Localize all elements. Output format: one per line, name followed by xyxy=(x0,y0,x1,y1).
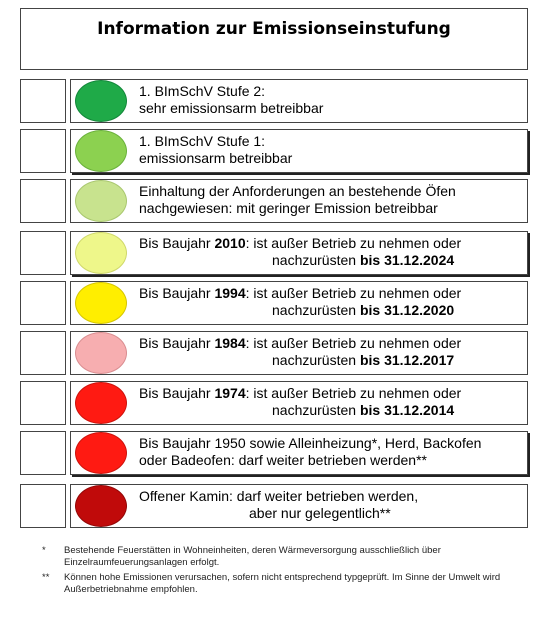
row-text-segment: 1. BImSchV Stufe 1: xyxy=(139,133,266,149)
row-text-line xyxy=(139,252,519,269)
footnote-text: Bestehende Feuerstätten in Wohneinheiten, deren Wärmeversorgung ausschließlich über Einzelraumfeuerungsanlagen erfolgt. xyxy=(64,545,441,568)
status-circle-icon xyxy=(75,432,127,474)
row-text xyxy=(139,285,519,319)
row-text-segment: Bis Baujahr xyxy=(139,285,215,301)
footnote-1 xyxy=(42,545,522,568)
row-text-line xyxy=(139,452,519,469)
row-text-segment: Bis Baujahr 1950 sowie Alleinheizung*, Herd, Backofen xyxy=(139,435,482,451)
status-circle-icon xyxy=(75,180,127,222)
status-circle-icon xyxy=(75,80,127,122)
row-text-segment: nachzurüsten xyxy=(272,302,360,318)
status-circle-icon xyxy=(75,382,127,424)
row-text-line xyxy=(139,133,519,150)
row-text-segment: : ist außer Betrieb zu nehmen oder xyxy=(245,335,462,351)
row-text-line xyxy=(139,505,519,522)
row-text-segment: nachgewiesen: mit geringer Emission betreibbar xyxy=(139,200,438,216)
footnote-mark: * xyxy=(42,545,46,556)
footnote-2 xyxy=(42,572,522,595)
row-text-segment: Bis Baujahr xyxy=(139,235,215,251)
row-text-emphasis: bis 31.12.2014 xyxy=(359,402,455,418)
row-text-emphasis: bis 31.12.2024 xyxy=(359,252,455,268)
row-text-segment: nachzurüsten xyxy=(272,352,360,368)
row-text-emphasis: 1994 xyxy=(214,285,246,301)
row-text-segment: aber nur gelegentlich** xyxy=(249,505,391,521)
row-text-line xyxy=(139,200,519,217)
row-marker-box xyxy=(20,179,66,223)
row-marker-box xyxy=(20,381,66,425)
row-text-segment: Offener Kamin: darf weiter betrieben werden, xyxy=(139,488,419,504)
status-circle-icon xyxy=(75,332,127,374)
footnote-mark: ** xyxy=(42,572,50,583)
row-text-segment: Einhaltung der Anforderungen an bestehende Öfen xyxy=(139,183,456,199)
row-text-line xyxy=(139,150,519,167)
row-text-line xyxy=(139,183,519,200)
row-text-emphasis: 1974 xyxy=(214,385,246,401)
row-text-line xyxy=(139,100,519,117)
row-text xyxy=(139,235,519,269)
status-circle-icon xyxy=(75,485,127,527)
row-text-line xyxy=(139,435,519,452)
row-marker-box xyxy=(20,431,66,475)
row-text-segment: : ist außer Betrieb zu nehmen oder xyxy=(245,385,462,401)
row-text-line xyxy=(139,402,519,419)
row-text-line xyxy=(139,335,519,352)
row-text-line xyxy=(139,352,519,369)
row-marker-box xyxy=(20,484,66,528)
row-text-segment: nachzurüsten xyxy=(272,402,360,418)
row-marker-box xyxy=(20,281,66,325)
row-text-line xyxy=(139,83,519,100)
row-text-segment: sehr emissionsarm betreibbar xyxy=(139,100,324,116)
row-text-segment: Bis Baujahr xyxy=(139,335,215,351)
title-box xyxy=(20,8,528,70)
row-text-line xyxy=(139,302,519,319)
footnote-text: Können hohe Emissionen verursachen, sofern nicht entsprechend typgeprüft. Im Sinne der Umwelt wird Außerbetriebnahme empfohlen. xyxy=(64,572,501,595)
status-circle-icon xyxy=(75,282,127,324)
row-text-emphasis: 2010 xyxy=(214,235,246,251)
row-text xyxy=(139,488,519,522)
row-text xyxy=(139,83,519,117)
row-text-segment: oder Badeofen: darf weiter betrieben werden** xyxy=(139,452,427,468)
row-text-emphasis: bis 31.12.2020 xyxy=(359,302,455,318)
row-text-segment: nachzurüsten xyxy=(272,252,360,268)
page-title: Information zur Emissionseinstufung xyxy=(97,19,451,39)
row-text xyxy=(139,435,519,469)
row-text-segment: : ist außer Betrieb zu nehmen oder xyxy=(245,285,462,301)
row-text-line xyxy=(139,488,519,505)
status-circle-icon xyxy=(75,130,127,172)
row-marker-box xyxy=(20,129,66,173)
row-text-segment: emissionsarm betreibbar xyxy=(139,150,293,166)
row-text-segment: : ist außer Betrieb zu nehmen oder xyxy=(245,235,462,251)
footnotes xyxy=(42,545,522,599)
row-text xyxy=(139,133,519,167)
row-text xyxy=(139,335,519,369)
row-text xyxy=(139,385,519,419)
row-text-line xyxy=(139,385,519,402)
status-circle-icon xyxy=(75,232,127,274)
row-text-segment: Bis Baujahr xyxy=(139,385,215,401)
row-text-line xyxy=(139,285,519,302)
row-marker-box xyxy=(20,231,66,275)
row-marker-box xyxy=(20,331,66,375)
row-text-segment: 1. BImSchV Stufe 2: xyxy=(139,83,266,99)
row-text-emphasis: bis 31.12.2017 xyxy=(359,352,455,368)
row-text xyxy=(139,183,519,217)
row-marker-box xyxy=(20,79,66,123)
row-text-line xyxy=(139,235,519,252)
row-text-emphasis: 1984 xyxy=(214,335,246,351)
